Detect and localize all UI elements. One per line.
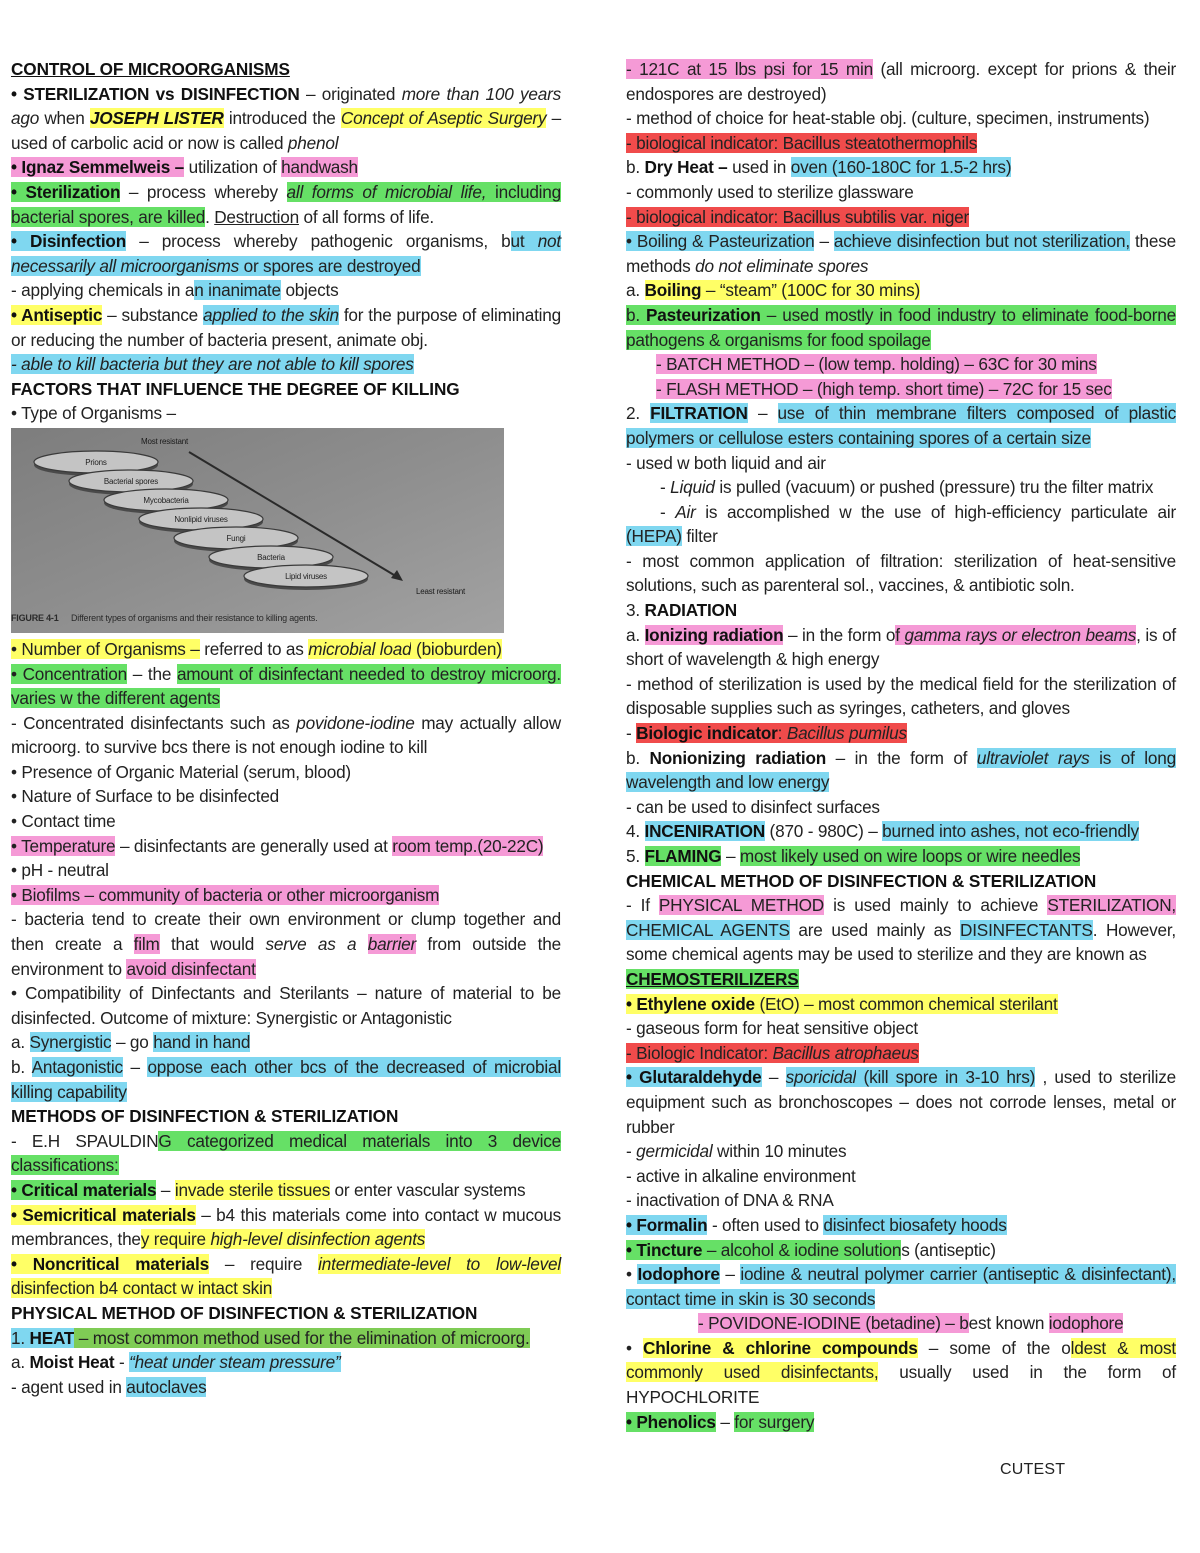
antiseptic-definition: • Antiseptic – substance applied to the skin for the purpose of eliminating or reducing the number of bacteria present, animate obj. bbox=[11, 304, 562, 350]
glassware-line: - commonly used to sterilize glassware bbox=[626, 181, 914, 202]
flash-method: - FLASH METHOD – (high temp. short time) – 72C for 15 sec bbox=[656, 378, 1112, 399]
filtration-application: - most common application of filtration: sterilization of heat-sensitive solutions, such as parenteral sol., vaccines, & antibiotic soln. bbox=[626, 550, 1176, 596]
pasteurization-line: b. Pasteurization – used mostly in food industry to eliminate food-borne pathogens & organisms for food spoilage bbox=[626, 304, 1176, 350]
type-of-organisms: • Type of Organisms – bbox=[11, 403, 176, 424]
figure-disk-label: Lipid viruses bbox=[285, 571, 327, 581]
moist-heat-indicator: - biological indicator: Bacillus steatothermophils bbox=[626, 132, 978, 153]
resistance-figure bbox=[11, 428, 504, 633]
ph-line: • pH - neutral bbox=[11, 860, 109, 881]
contact-time: • Contact time bbox=[11, 811, 116, 832]
glutaraldehyde: • Glutaraldehyde – sporicidal (kill spore in 3-10 hrs) , used to sterilize equipment such as bronchoscopes – does not corrode lenses, metal or rubber bbox=[626, 1067, 1176, 1137]
nonionizing-radiation: b. Nonionizing radiation – in the form of ultraviolet rays is of long wavelength and low energy bbox=[626, 747, 1176, 793]
iodophore-line: • Iodophore – iodine & neutral polymer carrier (antiseptic & disinfectant), contact time in skin is 30 seconds bbox=[626, 1264, 1176, 1309]
moist-heat-line: a. Moist Heat - “heat under steam pressure” bbox=[11, 1352, 341, 1373]
gaseous-form: - gaseous form for heat sensitive object bbox=[626, 1018, 918, 1039]
antiseptic-note: - able to kill bacteria but they are not able to kill spores bbox=[11, 354, 414, 375]
figure-disk bbox=[244, 565, 368, 590]
antagonistic: b. Antagonistic – oppose each other bcs of the decreased of microbial killing capability bbox=[11, 1057, 561, 1102]
flaming-line: 5. FLAMING – most likely used on wire loops or wire needles bbox=[626, 846, 1081, 866]
biofilms: • Biofilms – community of bacteria or other microorganism bbox=[11, 884, 440, 905]
disinfect-surfaces: - can be used to disinfect surfaces bbox=[626, 796, 880, 817]
concentration: • Concentration – the amount of disinfectant needed to destroy microorg. varies w the different agents bbox=[11, 663, 561, 709]
figure-disk-label: Prions bbox=[85, 457, 107, 467]
temperature: • Temperature – disinfectants are generally used at room temp.(20-22C) bbox=[11, 835, 544, 856]
compatibility: • Compatibility of Dinfectants and Sterilants – nature of material to be disinfected. Outcome of mixture: Synergistic or Antagonistic bbox=[11, 983, 561, 1028]
document-title: CONTROL OF MICROORGANISMS bbox=[11, 59, 290, 79]
chlorine-line: • Chlorine & chlorine compounds – some of the oldest & most commonly used disinfectants, usually used in the form of HYPOCHLORITE bbox=[626, 1337, 1176, 1408]
nature-of-surface: • Nature of Surface to be disinfected bbox=[11, 786, 280, 807]
chemosterilizers: CHEMOSTERILIZERS bbox=[626, 968, 799, 989]
right-column bbox=[626, 57, 1176, 1434]
footer-mark: CUTEST bbox=[1000, 1461, 1066, 1478]
sterilization-vs-disinfection: • STERILIZATION vs DISINFECTION – originated more than 100 years ago when JOSEPH LISTER introduced the Concept of Aseptic Surgery – used of carbolic acid or now is called phenol bbox=[11, 83, 562, 153]
figure-caption-label: FIGURE 4-1 bbox=[11, 612, 59, 623]
formalin-line: • Formalin - often used to disinfect biosafety hoods bbox=[626, 1214, 1007, 1235]
semicritical-materials: • Semicritical materials – b4 this materials come into contact w mucous membrances, they require high-level disinfection agents bbox=[11, 1204, 561, 1250]
method-of-choice: - method of choice for heat-stable obj. (culture, specimen, instruments) bbox=[626, 108, 1150, 129]
eto-indicator: - Biologic Indicator: Bacillus atrophaeus bbox=[626, 1042, 919, 1063]
factors-heading: FACTORS THAT INFLUENCE THE DEGREE OF KILLING bbox=[11, 378, 460, 399]
figure-disk-label: Fungi bbox=[226, 533, 246, 543]
ionizing-radiation: a. Ionizing radiation – in the form of gamma rays or electron beams, is of short of wavelength & high energy bbox=[626, 624, 1177, 670]
dna-rna-line: - inactivation of DNA & RNA bbox=[626, 1190, 834, 1211]
phenolics-line: • Phenolics – for surgery bbox=[626, 1411, 815, 1432]
figure-most-resistant: Most resistant bbox=[141, 436, 188, 446]
boiling-pasteurization: • Boiling & Pasteurization – achieve disinfection but not sterilization, these methods do not eliminate spores bbox=[626, 231, 1177, 276]
filtration-air: - Air is accomplished w the use of high-efficiency particulate air (HEPA) filter bbox=[626, 501, 1176, 547]
physical-method-heading: PHYSICAL METHOD OF DISINFECTION & STERILIZATION bbox=[11, 1302, 478, 1323]
batch-method: - BATCH METHOD – (low temp. holding) – 63C for 30 mins bbox=[656, 354, 1097, 375]
ionizing-indicator: - Biologic indicator: Bacillus pumilus bbox=[626, 723, 907, 744]
critical-materials: • Critical materials – invade sterile tissues or enter vascular systems bbox=[11, 1179, 526, 1200]
synergistic: a. Synergistic – go hand in hand bbox=[11, 1032, 251, 1053]
autoclave-line: - agent used in autoclaves bbox=[11, 1376, 207, 1397]
disinfection-definition: • Disinfection – process whereby pathogenic organisms, but not necessarily all microorganisms or spores are destroyed bbox=[11, 231, 561, 276]
alkaline-line: - active in alkaline environment bbox=[626, 1165, 856, 1186]
semmelweis-line: • Ignaz Semmelweis – utilization of handwash bbox=[11, 157, 358, 178]
autoclave-conditions: - 121C at 15 lbs psi for 15 min (all microorg. except for prions & their endospores are destroyed) bbox=[626, 59, 1177, 104]
figure-disk-label: Bacterial spores bbox=[103, 476, 159, 486]
concentrated-disinfectants: - Concentrated disinfectants such as povidone-iodine may actually allow microorg. to survive bcs there is not enough iodine to kill bbox=[11, 712, 561, 758]
figure-disk-label: Nonlipid viruses bbox=[174, 514, 228, 524]
filtration-line: 2. FILTRATION – use of thin membrane filters composed of plastic polymers or cellulose esters containing spores of a certain size bbox=[626, 403, 1176, 448]
filtration-liquid-air: - used w both liquid and air bbox=[626, 452, 826, 473]
heat-line: 1. HEAT – most common method used for the elimination of microorg. bbox=[11, 1327, 530, 1348]
noncritical-materials: • Noncritical materials – require intermediate-level to low-level disinfection b4 contact w intact skin bbox=[11, 1253, 562, 1299]
radiation-heading: 3. RADIATION bbox=[626, 600, 737, 621]
figure-disk-label: Mycobacteria bbox=[143, 495, 189, 505]
incineration-line: 4. INCENIRATION (870 - 980C) – burned into ashes, not eco-friendly bbox=[626, 821, 1139, 842]
figure-disk-label: Bacteria bbox=[257, 552, 285, 562]
spaulding-line: - E.H SPAULDING categorized medical materials into 3 device classifications: bbox=[11, 1130, 562, 1176]
figure-least-resistant: Least resistant bbox=[416, 586, 466, 596]
boiling-line: a. Boiling – “steam” (100C for 30 mins) bbox=[626, 280, 921, 301]
filtration-liquid: - Liquid is pulled (vacuum) or pushed (pressure) tru the filter matrix bbox=[660, 477, 1154, 498]
ethylene-oxide: • Ethylene oxide (EtO) – most common chemical sterilant bbox=[626, 993, 1058, 1014]
chemical-method-heading: CHEMICAL METHOD OF DISINFECTION & STERILIZATION bbox=[626, 870, 1097, 891]
organic-material: • Presence of Organic Material (serum, blood) bbox=[11, 761, 351, 782]
germicidal-line: - germicidal within 10 minutes bbox=[626, 1141, 847, 1162]
left-column bbox=[11, 57, 561, 1399]
dry-heat-indicator: - biological indicator: Bacillus subtilis var. niger bbox=[626, 206, 970, 227]
number-of-organisms: • Number of Organisms – referred to as microbial load (bioburden) bbox=[11, 638, 502, 659]
dry-heat-line: b. Dry Heat – used in oven (160-180C for 1.5-2 hrs) bbox=[626, 157, 1012, 178]
sterilization-definition: • Sterilization – process whereby all forms of microbial life, including bacterial spores, are killed. Destruction of all forms of life. bbox=[11, 181, 562, 227]
biofilm-description: - bacteria tend to create their own environment or clump together and then create a film that would serve as a barrier from outside the environment to avoid disinfectant bbox=[11, 909, 561, 979]
povidone-iodine-line: - POVIDONE-IODINE (betadine) – best known iodophore bbox=[698, 1313, 1124, 1334]
ionizing-use: - method of sterilization is used by the medical field for the sterilization of disposable supplies such as syringes, catheters, and gloves bbox=[626, 673, 1176, 719]
methods-heading: METHODS OF DISINFECTION & STERILIZATION bbox=[11, 1106, 399, 1127]
tincture-line: • Tincture – alcohol & iodine solutions (antiseptic) bbox=[626, 1239, 996, 1260]
inanimate-line: - applying chemicals in an inanimate objects bbox=[11, 280, 339, 301]
figure-caption-text: Different types of organisms and their resistance to killing agents. bbox=[71, 612, 318, 623]
chemical-intro: - If PHYSICAL METHOD is used mainly to achieve STERILIZATION, CHEMICAL AGENTS are used mainly as DISINFECTANTS. However, some chemical agents may be used to sterilize and they are known as bbox=[626, 895, 1177, 965]
